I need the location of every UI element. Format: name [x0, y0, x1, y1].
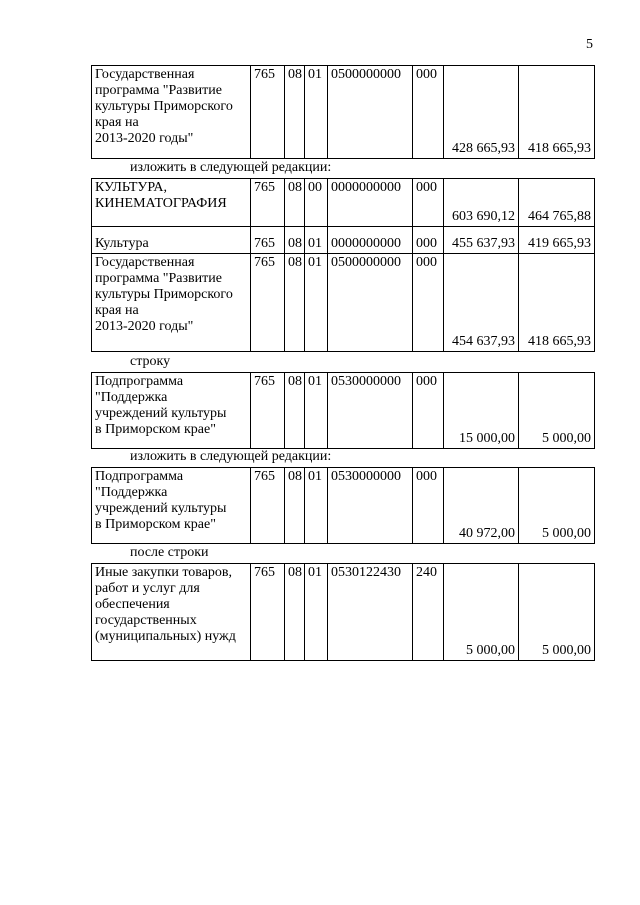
code-gr: 765 — [251, 373, 285, 449]
amount-2: 5 000,00 — [519, 564, 595, 661]
note-line: строку — [130, 354, 171, 369]
note-edit: изложить в следующей редакции: — [130, 449, 332, 464]
code-rz: 08 — [285, 564, 305, 661]
code-gr: 765 — [251, 468, 285, 544]
code-gr: 765 — [251, 66, 285, 159]
amount-1: 454 637,93 — [444, 254, 519, 352]
code-vr: 000 — [413, 373, 444, 449]
code-gr: 765 — [251, 254, 285, 352]
code-gr: 765 — [251, 564, 285, 661]
code-rz: 08 — [285, 373, 305, 449]
code-rz: 08 — [285, 179, 305, 227]
code-gr: 765 — [251, 227, 285, 254]
budget-table-2 — [91, 178, 595, 352]
budget-table-3 — [91, 372, 595, 449]
code-csr: 0530000000 — [328, 373, 413, 449]
code-rz: 08 — [285, 66, 305, 159]
code-vr: 000 — [413, 227, 444, 254]
code-csr: 0000000000 — [328, 179, 413, 227]
page-number: 5 — [586, 37, 593, 52]
code-vr: 000 — [413, 468, 444, 544]
note-edit: изложить в следующей редакции: — [130, 160, 332, 175]
code-vr: 000 — [413, 66, 444, 159]
code-pr: 00 — [305, 179, 328, 227]
budget-table-5 — [91, 563, 595, 661]
amount-2: 464 765,88 — [519, 179, 595, 227]
code-gr: 765 — [251, 179, 285, 227]
code-pr: 01 — [305, 468, 328, 544]
row-name: Государственная программа "Развитие культуры Приморского края на 2013-2020 годы" — [92, 66, 251, 159]
code-csr: 0500000000 — [328, 66, 413, 159]
amount-2: 419 665,93 — [519, 227, 595, 254]
amount-2: 5 000,00 — [519, 373, 595, 449]
table-row — [92, 468, 595, 544]
row-name: Подпрограмма "Поддержка учреждений культуры в Приморском крае" — [92, 373, 251, 449]
code-pr: 01 — [305, 254, 328, 352]
amount-1: 455 637,93 — [444, 227, 519, 254]
row-name: Иные закупки товаров, работ и услуг для обеспечения государственных (муниципальных) нужд — [92, 564, 251, 661]
code-vr: 240 — [413, 564, 444, 661]
row-name: КУЛЬТУРА, КИНЕМАТОГРАФИЯ — [92, 179, 251, 227]
amount-2: 418 665,93 — [519, 254, 595, 352]
code-rz: 08 — [285, 227, 305, 254]
table-row — [92, 179, 595, 227]
code-vr: 000 — [413, 179, 444, 227]
amount-1: 428 665,93 — [444, 66, 519, 159]
amount-2: 418 665,93 — [519, 66, 595, 159]
row-name: Государственная программа "Развитие культуры Приморского края на 2013-2020 годы" — [92, 254, 251, 352]
code-csr: 0000000000 — [328, 227, 413, 254]
row-name: Подпрограмма "Поддержка учреждений культуры в Приморском крае" — [92, 468, 251, 544]
table-row — [92, 564, 595, 661]
code-csr: 0500000000 — [328, 254, 413, 352]
amount-1: 40 972,00 — [444, 468, 519, 544]
amount-1: 5 000,00 — [444, 564, 519, 661]
table-row — [92, 373, 595, 449]
budget-table-4 — [91, 467, 595, 544]
code-pr: 01 — [305, 227, 328, 254]
amount-1: 15 000,00 — [444, 373, 519, 449]
table-row — [92, 66, 595, 159]
row-name: Культура — [92, 227, 251, 254]
code-pr: 01 — [305, 66, 328, 159]
code-vr: 000 — [413, 254, 444, 352]
amount-1: 603 690,12 — [444, 179, 519, 227]
code-csr: 0530122430 — [328, 564, 413, 661]
code-rz: 08 — [285, 468, 305, 544]
note-after: после строки — [130, 545, 209, 560]
code-pr: 01 — [305, 564, 328, 661]
table-row — [92, 227, 595, 254]
code-pr: 01 — [305, 373, 328, 449]
amount-2: 5 000,00 — [519, 468, 595, 544]
budget-table-1 — [91, 65, 595, 159]
table-row — [92, 254, 595, 352]
code-csr: 0530000000 — [328, 468, 413, 544]
code-rz: 08 — [285, 254, 305, 352]
